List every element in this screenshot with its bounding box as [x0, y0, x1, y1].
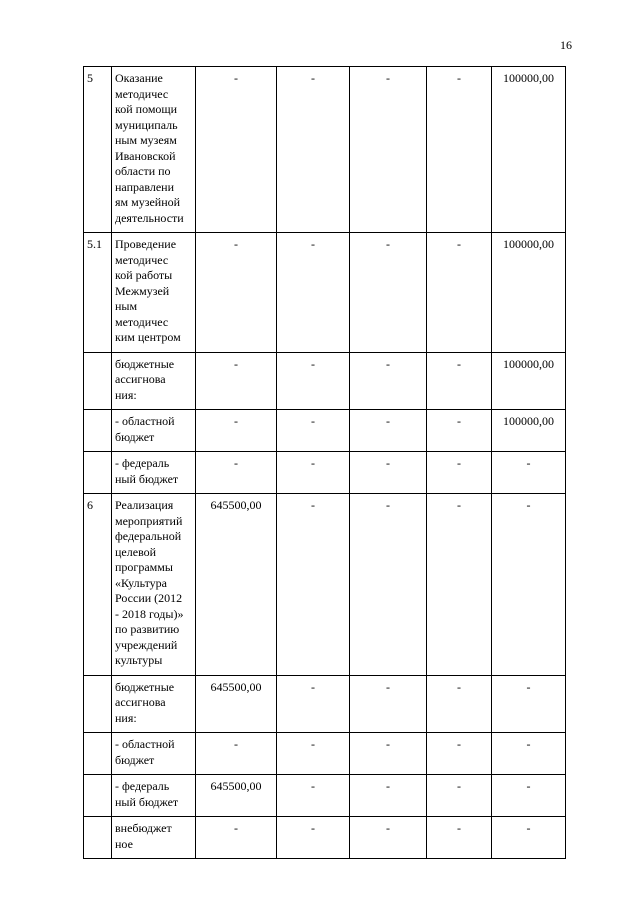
row-name-line: ным — [115, 299, 138, 313]
value-cell: - — [350, 67, 427, 233]
value-cell: - — [492, 494, 566, 676]
value-cell: - — [196, 410, 277, 452]
row-name-line: ния: — [115, 710, 137, 725]
value-cell: - — [492, 733, 566, 775]
value-cell: - — [350, 733, 427, 775]
value-cell: - — [277, 733, 350, 775]
row-number — [84, 733, 112, 775]
value-cell: 100000,00 — [492, 410, 566, 452]
table-row — [84, 775, 566, 817]
row-name-line: «Культура — [115, 575, 167, 590]
value-cell: - — [350, 233, 427, 353]
row-number: 6 — [84, 494, 112, 676]
row-name — [112, 817, 196, 859]
value-cell: - — [277, 675, 350, 733]
row-name — [112, 733, 196, 775]
row-name-line: - 2018 годы)» — [115, 606, 184, 621]
row-name-line: ния: — [115, 387, 137, 402]
value-cell: - — [277, 494, 350, 676]
row-number — [84, 410, 112, 452]
row-name-line: методичес — [115, 314, 169, 329]
table-row — [84, 733, 566, 775]
row-name-line: Проведение — [115, 237, 177, 251]
table-row — [84, 817, 566, 859]
row-name-line: области по — [115, 164, 171, 178]
row-name-line: ный бюджет — [115, 471, 179, 486]
table-row — [84, 67, 566, 233]
row-name-line: методичес — [115, 252, 169, 267]
row-name-line: федеральной — [115, 529, 182, 543]
table-body — [84, 67, 566, 859]
row-name-line: Межмузей — [115, 283, 170, 298]
value-cell: - — [427, 675, 492, 733]
value-cell: - — [196, 67, 277, 233]
value-cell: - — [427, 452, 492, 494]
value-cell: - — [427, 233, 492, 353]
row-name — [112, 494, 196, 676]
row-name-line: ное — [115, 836, 133, 851]
value-cell: - — [350, 352, 427, 410]
value-cell: 100000,00 — [492, 352, 566, 410]
value-cell: - — [277, 67, 350, 233]
table-row — [84, 452, 566, 494]
table-row — [84, 233, 566, 353]
value-cell: - — [492, 452, 566, 494]
row-name-line: бюджетные — [115, 679, 175, 694]
row-name-line: методичес — [115, 86, 169, 101]
row-name-line: по развитию — [115, 622, 180, 636]
row-name-line: ким центром — [115, 330, 181, 344]
row-name — [112, 233, 196, 353]
row-name-line: Оказание — [115, 71, 163, 85]
row-name — [112, 452, 196, 494]
row-name-line: - федераль — [115, 779, 170, 793]
value-cell: 645500,00 — [196, 494, 277, 676]
row-name-line: бюджет — [115, 429, 155, 444]
value-cell: - — [350, 410, 427, 452]
budget-table — [83, 66, 566, 859]
row-name-line: ный бюджет — [115, 794, 179, 809]
value-cell: - — [492, 775, 566, 817]
row-number: 5.1 — [84, 233, 112, 353]
row-number: 5 — [84, 67, 112, 233]
row-name-line: ассигнова — [115, 695, 166, 709]
value-cell: 100000,00 — [492, 233, 566, 353]
table-row — [84, 410, 566, 452]
row-number — [84, 675, 112, 733]
value-cell: - — [427, 352, 492, 410]
table-row — [84, 675, 566, 733]
row-name-line: деятельности — [115, 210, 184, 225]
row-name-line: кой помощи — [115, 102, 178, 116]
row-name — [112, 67, 196, 233]
row-name-line: бюджетные — [115, 356, 175, 371]
row-name-line: мероприятий — [115, 513, 183, 528]
page-number: 16 — [560, 38, 572, 52]
row-name-line: Ивановской — [115, 148, 176, 163]
value-cell: - — [277, 233, 350, 353]
row-name — [112, 352, 196, 410]
value-cell: - — [427, 410, 492, 452]
row-name-line: - областной — [115, 737, 175, 751]
value-cell: - — [196, 452, 277, 494]
value-cell: - — [350, 494, 427, 676]
value-cell: - — [277, 352, 350, 410]
row-name-line: учреждений — [115, 637, 178, 652]
value-cell: - — [277, 817, 350, 859]
row-name-line: программы — [115, 560, 173, 574]
row-name-line: муниципаль — [115, 117, 178, 132]
value-cell: - — [196, 352, 277, 410]
row-name-line: России (2012 — [115, 591, 183, 605]
value-cell: 100000,00 — [492, 67, 566, 233]
value-cell: - — [350, 775, 427, 817]
row-name-line: - федераль — [115, 456, 170, 470]
row-name-line: целевой — [115, 544, 157, 559]
table-row — [84, 352, 566, 410]
row-name-line: ассигнова — [115, 372, 166, 386]
value-cell: - — [350, 675, 427, 733]
row-number — [84, 452, 112, 494]
row-number — [84, 775, 112, 817]
value-cell: - — [427, 775, 492, 817]
value-cell: - — [277, 452, 350, 494]
row-name-line: кой работы — [115, 268, 173, 282]
row-name — [112, 775, 196, 817]
row-name-line: ным музеям — [115, 133, 177, 147]
row-number — [84, 352, 112, 410]
row-name-line: внебюджет — [115, 821, 172, 835]
value-cell: - — [196, 233, 277, 353]
row-name — [112, 675, 196, 733]
row-name-line: Реализация — [115, 498, 174, 512]
row-name-line: бюджет — [115, 752, 155, 767]
value-cell: - — [427, 494, 492, 676]
value-cell: - — [196, 817, 277, 859]
row-name — [112, 410, 196, 452]
value-cell: - — [277, 410, 350, 452]
value-cell: - — [492, 675, 566, 733]
row-name-line: ям музейной — [115, 195, 181, 209]
row-name-line: - областной — [115, 414, 175, 428]
value-cell: - — [427, 67, 492, 233]
row-number — [84, 817, 112, 859]
value-cell: - — [427, 733, 492, 775]
value-cell: - — [350, 817, 427, 859]
row-name-line: направлени — [115, 179, 175, 194]
value-cell: - — [196, 733, 277, 775]
value-cell: - — [427, 817, 492, 859]
value-cell: 645500,00 — [196, 775, 277, 817]
value-cell: 645500,00 — [196, 675, 277, 733]
value-cell: - — [277, 775, 350, 817]
row-name-line: культуры — [115, 653, 163, 667]
value-cell: - — [350, 452, 427, 494]
value-cell: - — [492, 817, 566, 859]
table-row — [84, 494, 566, 676]
